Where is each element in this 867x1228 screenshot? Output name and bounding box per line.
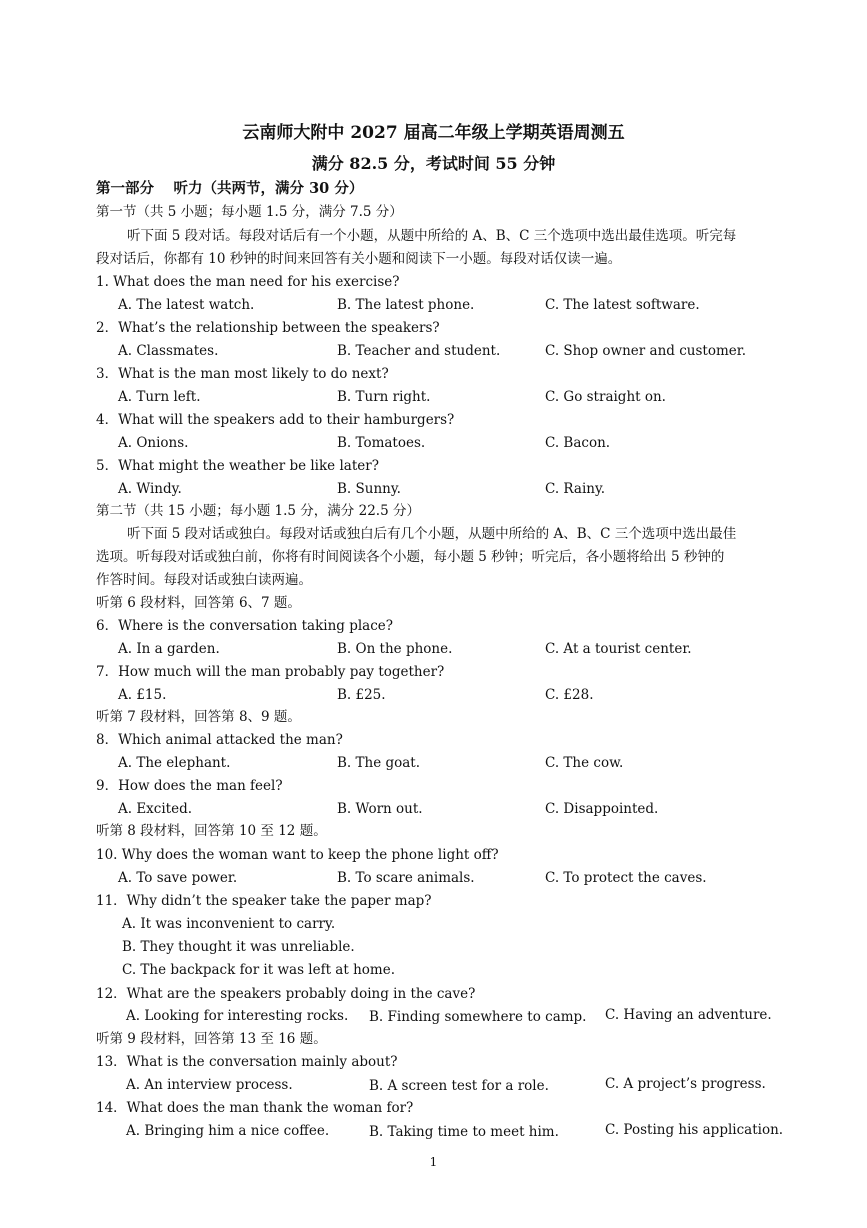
section2-instructions-line3: 作答时间。每段对话或独白读两遍。 — [96, 572, 312, 588]
question-5: 5．What might the weather be like later? — [96, 458, 379, 474]
q9-option-a: A. Excited. — [118, 801, 193, 817]
q9-option-c: C. Disappointed. — [545, 801, 659, 817]
q10-option-c: C. To protect the caves. — [545, 870, 707, 886]
question-9: 9．How does the man feel? — [96, 778, 283, 794]
q3-option-a: A. Turn left. — [118, 389, 201, 405]
question-14: 14．What does the man thank the woman for? — [96, 1100, 414, 1116]
q1-option-c: C. The latest software. — [545, 297, 700, 313]
question-10: 10. Why does the woman want to keep the phone light off? — [96, 847, 499, 863]
q13-option-c: C. A project’s progress. — [605, 1076, 766, 1092]
q2-option-a: A. Classmates. — [118, 343, 219, 359]
q5-option-b: B. Sunny. — [337, 481, 401, 497]
section1-instructions-line2: 段对话后，你都有 10 秒钟的时间来回答有关小题和阅读下一小题。每段对话仅读一遍。 — [96, 251, 622, 267]
q8-option-a: A. The elephant. — [118, 755, 231, 771]
material-note-8: 听第 8 段材料，回答第 10 至 12 题。 — [96, 823, 327, 839]
q2-option-c: C. Shop owner and customer. — [545, 343, 747, 359]
q12-option-c: C. Having an adventure. — [605, 1007, 772, 1023]
q1-option-b: B. The latest phone. — [337, 297, 475, 313]
q2-option-b: B. Teacher and student. — [337, 343, 501, 359]
q7-option-c: C. £28. — [545, 687, 594, 703]
q8-option-c: C. The cow. — [545, 755, 624, 771]
q7-option-a: A. £15. — [118, 687, 167, 703]
question-1: 1. What does the man need for his exercise? — [96, 274, 400, 290]
page-title: 云南师大附中 2027 届高二年级上学期英语周测五 — [242, 123, 625, 143]
question-4: 4．What will the speakers add to their hamburgers? — [96, 412, 455, 428]
part1-heading: 第一部分 听力（共两节，满分 30 分） — [96, 180, 364, 197]
q13-option-b: B. A screen test for a role. — [369, 1078, 549, 1094]
question-3: 3．What is the man most likely to do next? — [96, 366, 389, 382]
question-2: 2．What’s the relationship between the speakers? — [96, 320, 440, 336]
q3-option-b: B. Turn right. — [337, 389, 431, 405]
q4-option-b: B. Tomatoes. — [337, 435, 426, 451]
q6-option-c: C. At a tourist center. — [545, 641, 692, 657]
q1-option-a: A. The latest watch. — [118, 297, 255, 313]
q4-option-a: A. Onions. — [118, 435, 189, 451]
section2-instructions-line2: 选项。听每段对话或独白前，你将有时间阅读各个小题，每小题 5 秒钟；听完后，各小题将给出 5 秒钟的 — [96, 549, 725, 565]
question-13: 13．What is the conversation mainly about? — [96, 1054, 398, 1070]
q8-option-b: B. The goat. — [337, 755, 421, 771]
q5-option-c: C. Rainy. — [545, 481, 606, 497]
q13-option-a: A. An interview process. — [126, 1077, 293, 1093]
page-subtitle: 满分 82.5 分，考试时间 55 分钟 — [311, 154, 556, 173]
question-6: 6．Where is the conversation taking place? — [96, 618, 393, 634]
q10-option-a: A. To save power. — [118, 870, 238, 886]
q14-option-b: B. Taking time to meet him. — [369, 1124, 559, 1140]
q6-option-b: B. On the phone. — [337, 641, 453, 657]
q7-option-b: B. £25. — [337, 687, 386, 703]
q11-option-c: C. The backpack for it was left at home. — [122, 962, 395, 978]
q6-option-a: A. In a garden. — [118, 641, 220, 657]
q11-option-b: B. They thought it was unreliable. — [122, 939, 355, 955]
material-note-7: 听第 7 段材料，回答第 8、9 题。 — [96, 709, 301, 725]
question-11: 11．Why didn’t the speaker take the paper map? — [96, 893, 432, 909]
q12-option-b: B. Finding somewhere to camp. — [369, 1009, 587, 1025]
q14-option-a: A. Bringing him a nice coffee. — [126, 1123, 330, 1139]
section2-instructions-line1: 听下面 5 段对话或独白。每段对话或独白后有几个小题，从题中所给的 A、B、C 三个选项中选出最佳 — [127, 526, 737, 542]
q5-option-a: A. Windy. — [118, 481, 182, 497]
q9-option-b: B. Worn out. — [337, 801, 423, 817]
q12-option-a: A. Looking for interesting rocks. — [126, 1008, 349, 1024]
page-number: 1 — [429, 1155, 438, 1169]
material-note-9: 听第 9 段材料，回答第 13 至 16 题。 — [96, 1031, 327, 1047]
question-8: 8．Which animal attacked the man? — [96, 732, 343, 748]
q4-option-c: C. Bacon. — [545, 435, 611, 451]
section2-heading: 第二节（共 15 小题；每小题 1.5 分，满分 22.5 分） — [96, 503, 420, 519]
question-7: 7．How much will the man probably pay together? — [96, 664, 445, 680]
question-12: 12．What are the speakers probably doing in the cave? — [96, 986, 476, 1002]
q3-option-c: C. Go straight on. — [545, 389, 666, 405]
section1-instructions-line1: 听下面 5 段对话。每段对话后有一个小题，从题中所给的 A、B、C 三个选项中选出最佳选项。听完每 — [127, 228, 737, 244]
material-note-6: 听第 6 段材料，回答第 6、7 题。 — [96, 595, 301, 611]
q11-option-a: A. It was inconvenient to carry. — [122, 916, 336, 932]
section1-heading: 第一节（共 5 小题；每小题 1.5 分，满分 7.5 分） — [96, 204, 403, 220]
q14-option-c: C. Posting his application. — [605, 1122, 784, 1138]
q10-option-b: B. To scare animals. — [337, 870, 475, 886]
